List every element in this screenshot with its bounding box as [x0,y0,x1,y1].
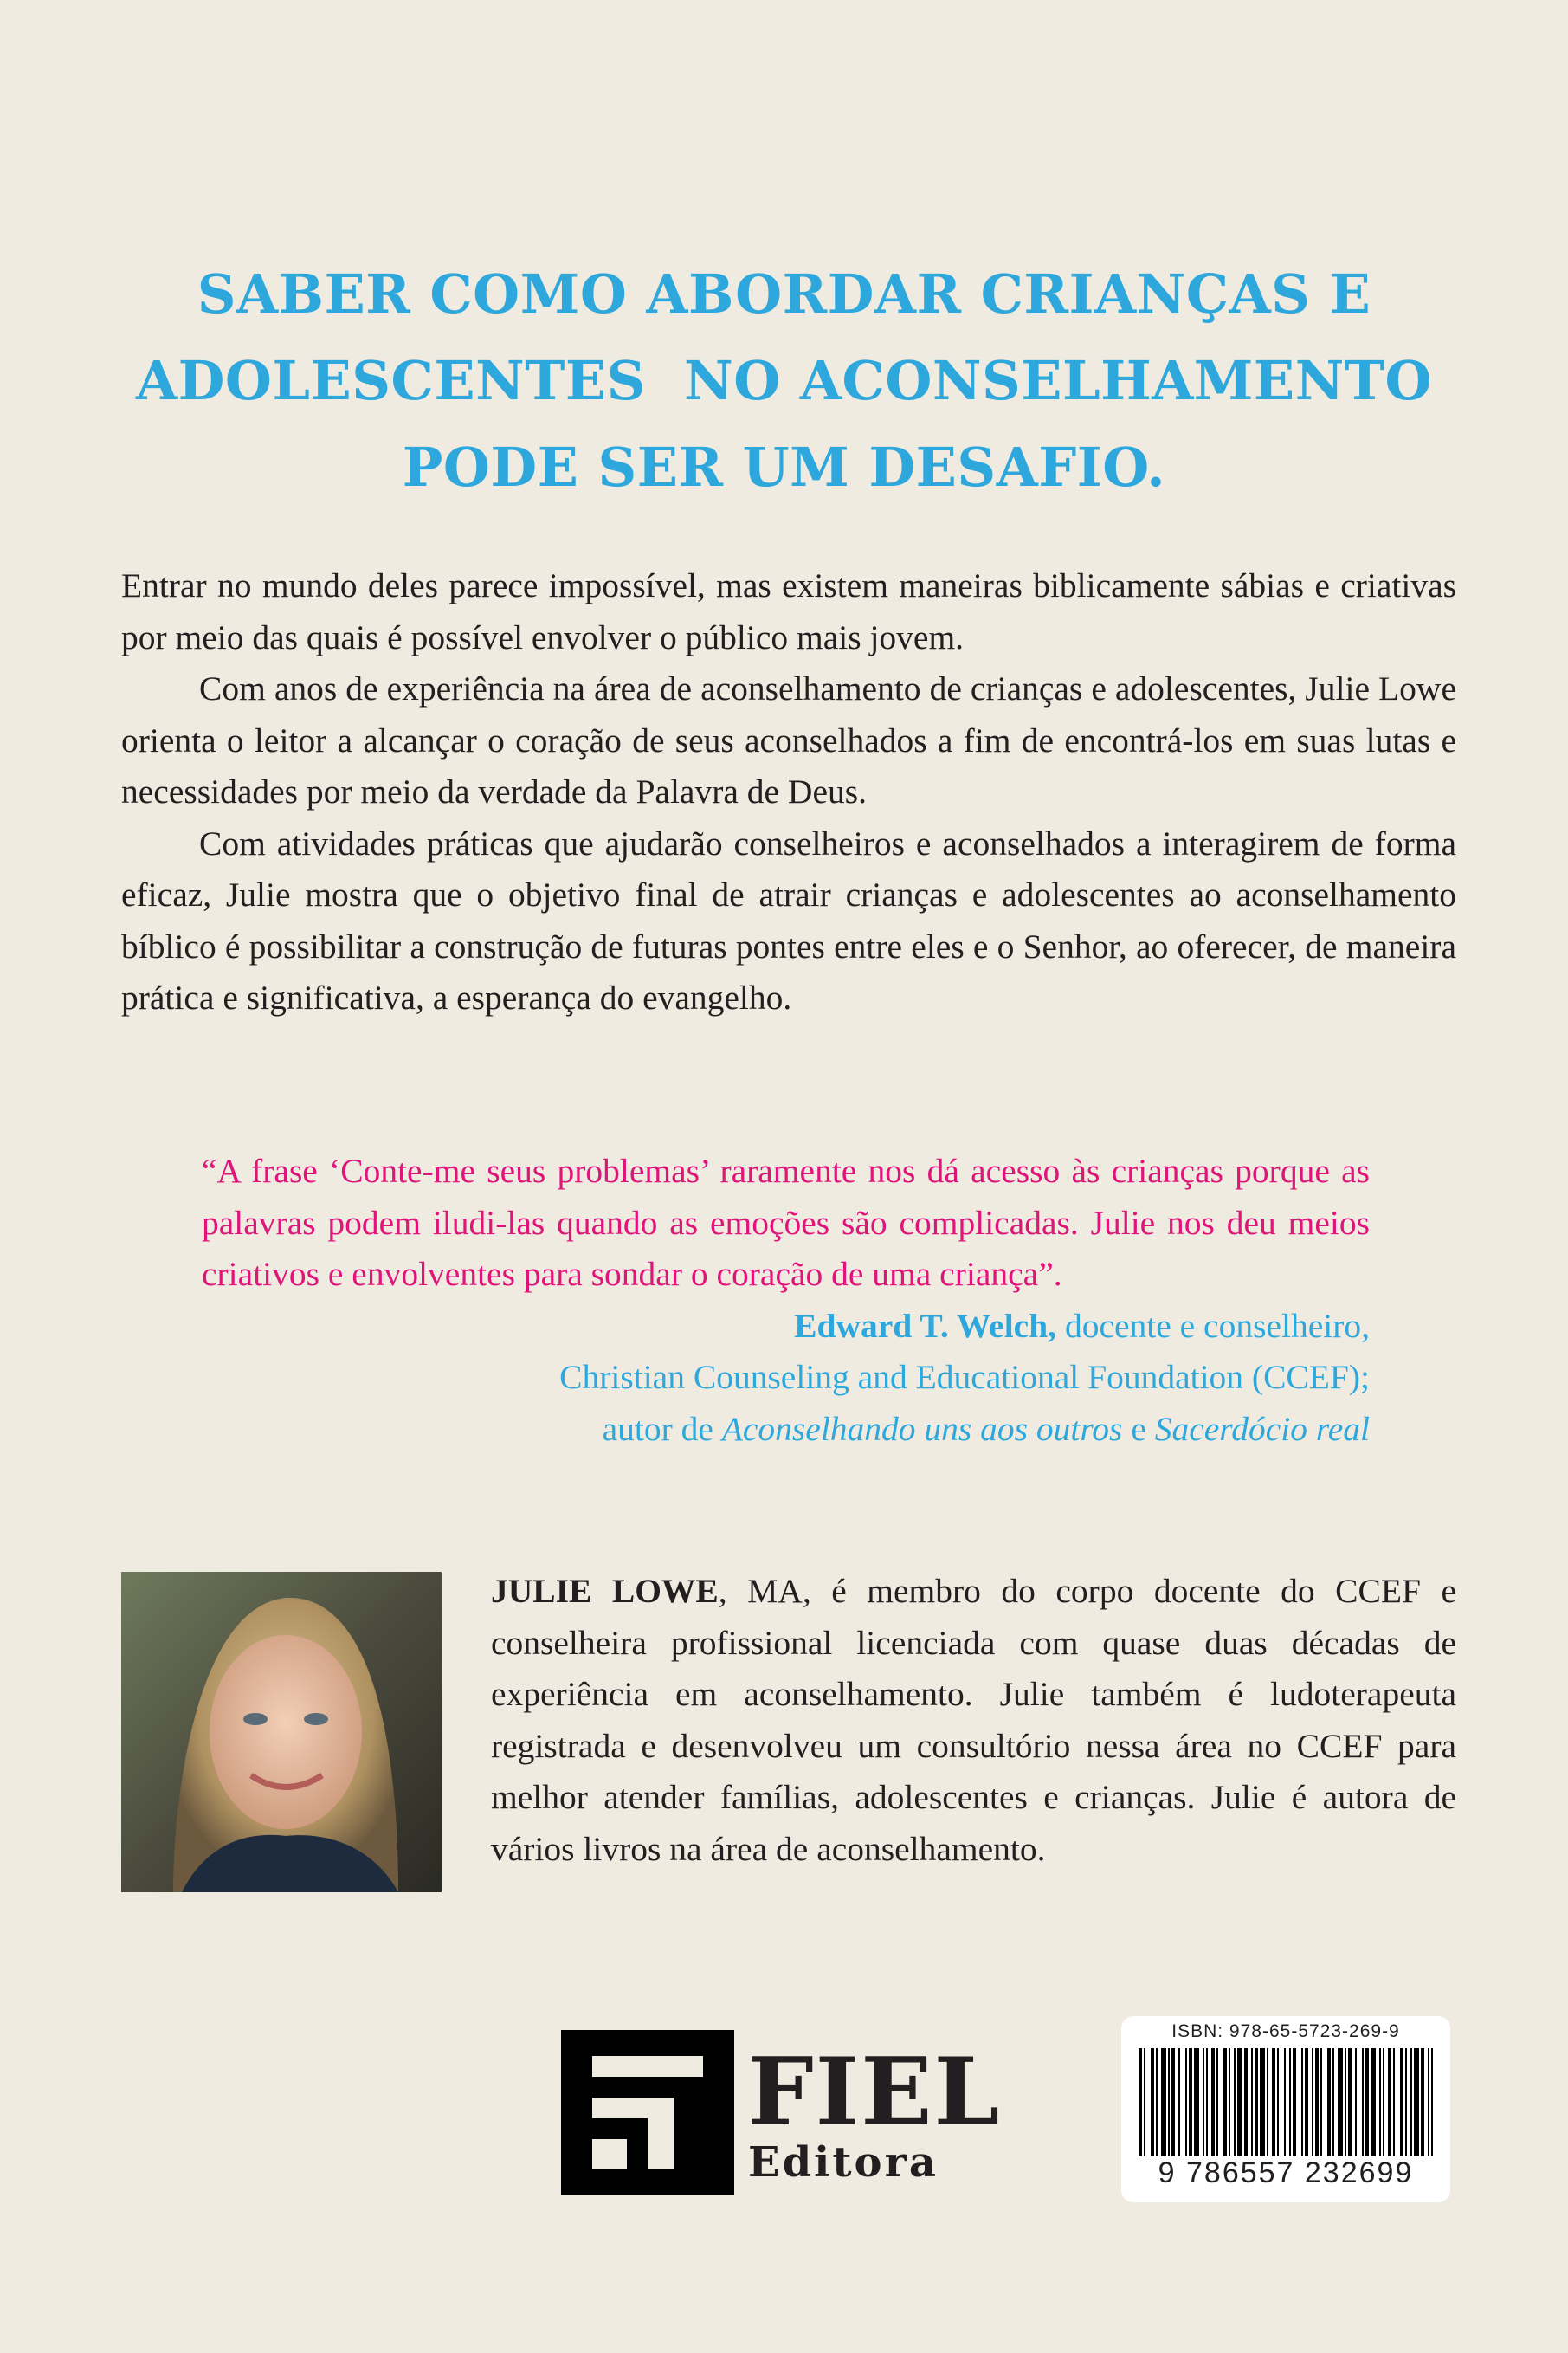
publisher-logo-mark [561,2030,734,2195]
barcode-bar [1206,2048,1208,2156]
endorsement-books-and: e [1122,1409,1155,1448]
barcode-bar [1161,2048,1166,2156]
barcode-bar [1267,2048,1268,2156]
endorsement-author-line [202,1301,1370,1353]
barcode-bar [1315,2048,1319,2156]
barcode-bar [1362,2048,1364,2156]
barcode-bar [1139,2048,1142,2156]
endorsement-organization: Christian Counseling and Educational Foundation (CCEF); [559,1358,1370,1396]
barcode-bar [1272,2048,1275,2156]
barcode-bar [1260,2048,1265,2156]
barcode-bar [1338,2048,1343,2156]
barcode-bar [1277,2048,1279,2156]
barcode-bar [1355,2048,1357,2156]
barcode-bar [1151,2048,1154,2156]
endorsement-books-prefix: autor de [602,1409,722,1448]
publisher-logo [561,2030,1010,2195]
barcode-bars [1139,2048,1433,2156]
headline-line-1: SABER COMO ABORDAR CRIANÇAS E [197,262,1371,326]
barcode-bar [1327,2048,1331,2156]
synopsis-paragraph-1: Entrar no mundo deles parece impossível, mas existem maneiras biblicamente sábias e criativas por meio das quais é possível envolver o público mais jovem. [121,566,1456,656]
barcode-bar [1365,2048,1369,2156]
barcode-bar [1371,2048,1376,2156]
barcode-bar [1185,2048,1187,2156]
endorsement-author: Edward T. Welch, [794,1306,1057,1345]
barcode-bar [1255,2048,1258,2156]
synopsis-paragraph-2: Com anos de experiência na área de aconselhamento de crianças e adolescentes, Julie Lowe orienta o leitor a alcançar o coração de seus aconselhados a fim de encontrá-los em suas lutas e necessidades por meio da verdade da Palavra de Deus. [121,669,1456,811]
author-photo [121,1572,442,1892]
barcode-bar [1348,2048,1352,2156]
author-bio [491,1566,1456,1875]
barcode-bar [1156,2048,1158,2156]
barcode-bar [1223,2048,1227,2156]
barcode-bar [1383,2048,1384,2156]
barcode-bar [1301,2048,1303,2156]
barcode-bar [1414,2048,1419,2156]
barcode-bar [1203,2048,1204,2156]
isbn-label: ISBN: 978-65-5723-269-9 [1171,2021,1400,2041]
barcode-bar [1194,2048,1199,2156]
barcode-bar [1312,2048,1313,2156]
barcode-bar [1405,2048,1407,2156]
barcode-bar [1284,2048,1286,2156]
publisher-name: FIEL [747,2038,1002,2147]
barcode-bar [1229,2048,1230,2156]
barcode-bar [1379,2048,1381,2156]
barcode-bar [1216,2048,1218,2156]
barcode-bar [1320,2048,1322,2156]
endorsement-quote: “A frase ‘Conte-me seus problemas’ raramente nos dá acesso às crianças porque as palavras podem iludi-las quando as emoções são complicadas. Julie nos deu meios criativos e envolventes para sondar o coração de uma criança”. [202,1152,1370,1293]
endorsement-author-role: docente e conselheiro, [1056,1306,1370,1345]
barcode-bar [1211,2048,1215,2156]
endorsement-book-1: Aconselhando uns aos outros [721,1409,1123,1448]
barcode-bar [1178,2048,1180,2156]
barcode-bar [1393,2048,1395,2156]
headline-line-3: PODE SER UM DESAFIO. [402,436,1166,499]
synopsis-paragraph-3: Com atividades práticas que ajudarão conselheiros e aconselhados a interagirem de forma eficaz, Julie mostra que o objetivo final de atrair crianças e adolescentes ao aconselhamento bíblico é possibilitar a construção de futuras pontes entre eles e o Senhor, ao oferecer, de maneira prática e significativa, a esperança do evangelho. [121,824,1456,1017]
barcode-bar [1251,2048,1253,2156]
endorsement-book-2: Sacerdócio real [1154,1409,1370,1448]
barcode-bar [1293,2048,1296,2156]
headline [0,251,1568,511]
barcode [1121,2016,1450,2202]
barcode-bar [1345,2048,1346,2156]
barcode-bar [1289,2048,1291,2156]
barcode-bar [1144,2048,1145,2156]
barcode-bar [1171,2048,1175,2156]
barcode-bar [1244,2048,1248,2156]
barcode-bar [1400,2048,1403,2156]
endorsement [202,1146,1370,1455]
barcode-bar [1237,2048,1242,2156]
publisher-subtitle: Editora [748,2138,939,2187]
author-bio-text: , MA, é membro do corpo docente do CCEF e conselheira profissional licenciada com quase duas décadas de experiência em aconselhamento. Julie também é ludoterapeuta registrada e desenvolveu um consultório nessa área no CCEF para melhor atender famílias, adolescentes e crianças. Julie é autora de vários livros na área de aconselhamento. [491,1572,1457,1868]
synopsis [121,560,1456,1025]
barcode-bar [1431,2048,1433,2156]
headline-line-2: ADOLESCENTES NO ACONSELHAMENTO [135,349,1433,412]
author-photo-image [121,1572,442,1892]
barcode-bar [1428,2048,1429,2156]
barcode-bar [1168,2048,1170,2156]
barcode-bar [1234,2048,1236,2156]
barcode-bar [1410,2048,1412,2156]
barcode-bar [1332,2048,1334,2156]
barcode-bar [1421,2048,1424,2156]
barcode-bar [1189,2048,1192,2156]
endorsement-books [202,1404,1370,1456]
barcode-bar [1305,2048,1308,2156]
barcode-bar [1388,2048,1391,2156]
barcode-number: 9 786557 232699 [1158,2156,1414,2189]
author-name: JULIE LOWE [491,1572,719,1610]
